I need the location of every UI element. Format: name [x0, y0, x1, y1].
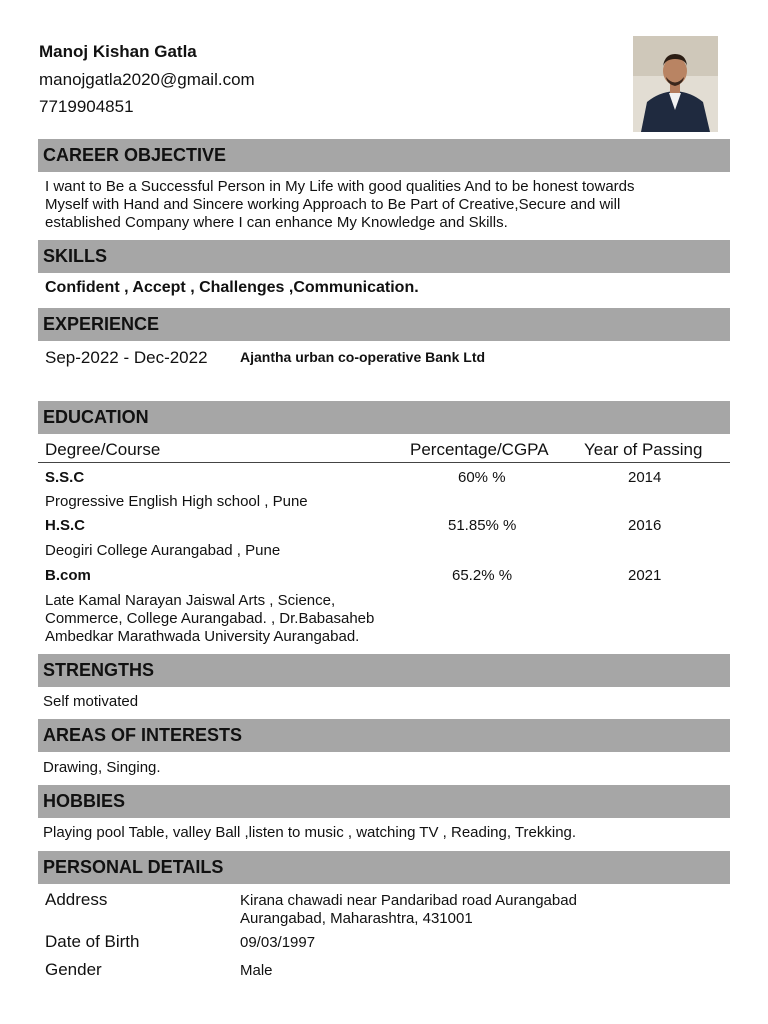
candidate-phone: 7719904851	[39, 97, 134, 116]
section-hobbies: HOBBIES	[38, 785, 730, 818]
gender-value: Male	[240, 962, 273, 979]
objective-line: established Company where I can enhance My Knowledge and Skills.	[45, 214, 508, 231]
address-line: Aurangabad, Maharashtra, 431001	[240, 910, 473, 927]
education-percentage: 60% %	[458, 469, 506, 486]
section-personal-details: PERSONAL DETAILS	[38, 851, 730, 884]
candidate-name: Manoj Kishan Gatla	[39, 42, 197, 61]
skills-text: Confident , Accept , Challenges ,Communication.	[45, 279, 419, 296]
education-header-divider	[38, 462, 730, 463]
section-career-objective: CAREER OBJECTIVE	[38, 139, 730, 172]
address-line: Kirana chawadi near Pandaribad road Aurangabad	[240, 892, 577, 909]
address-value	[240, 892, 577, 928]
education-year: 2016	[628, 517, 662, 534]
experience-company: Ajantha urban co-operative Bank Ltd	[240, 349, 486, 365]
interests-text: Drawing, Singing.	[43, 759, 161, 776]
experience-period: Sep-2022 - Dec-2022	[45, 348, 208, 367]
education-degree: S.S.C	[45, 469, 85, 486]
education-percentage: 65.2% %	[452, 567, 513, 584]
education-year: 2014	[628, 469, 662, 486]
strengths-text: Self motivated	[43, 693, 139, 710]
career-objective-text	[45, 178, 635, 232]
education-year: 2021	[628, 567, 662, 584]
institute-line: Ambedkar Marathwada University Aurangabad.	[45, 628, 360, 645]
objective-line: I want to Be a Successful Person in My Life with good qualities And to be honest towards	[45, 178, 635, 195]
education-percentage: 51.85% %	[448, 517, 517, 534]
education-institute: Progressive English High school , Pune	[45, 493, 308, 510]
education-header-degree: Degree/Course	[45, 440, 161, 459]
section-areas-of-interests: AREAS OF INTERESTS	[38, 719, 730, 752]
candidate-email: manojgatla2020@gmail.com	[39, 70, 255, 89]
education-degree: H.S.C	[45, 517, 86, 534]
education-degree: B.com	[45, 567, 91, 584]
institute-line: Late Kamal Narayan Jaiswal Arts , Science,	[45, 592, 336, 609]
gender-label: Gender	[45, 960, 102, 979]
education-institute	[45, 592, 374, 646]
objective-line: Myself with Hand and Sincere working Approach to Be Part of Creative,Secure and will	[45, 196, 621, 213]
dob-value: 09/03/1997	[240, 934, 316, 951]
dob-label: Date of Birth	[45, 932, 140, 951]
address-label: Address	[45, 890, 108, 909]
section-skills: SKILLS	[38, 240, 730, 273]
section-education: EDUCATION	[38, 401, 730, 434]
section-experience: EXPERIENCE	[38, 308, 730, 341]
section-strengths: STRENGTHS	[38, 654, 730, 687]
education-institute: Deogiri College Aurangabad , Pune	[45, 542, 281, 559]
hobbies-text: Playing pool Table, valley Ball ,listen to music , watching TV , Reading, Trekking.	[43, 824, 577, 841]
education-header-percentage: Percentage/CGPA	[410, 440, 549, 459]
institute-line: Commerce, College Aurangabad. , Dr.Babasaheb	[45, 610, 375, 627]
profile-photo	[633, 36, 718, 132]
education-header-year: Year of Passing	[584, 440, 703, 459]
